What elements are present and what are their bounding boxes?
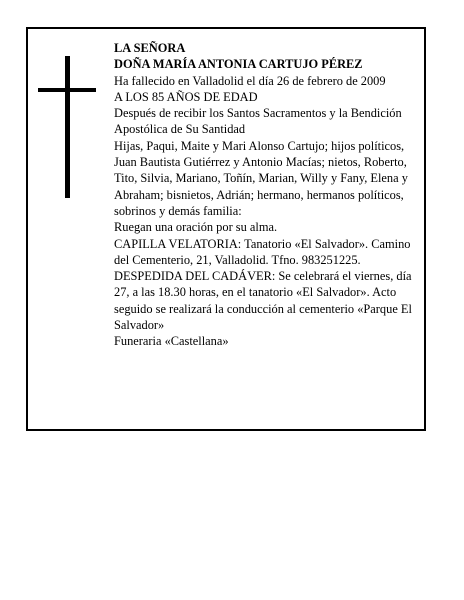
deceased-name: DOÑA MARÍA ANTONIA CARTUJO PÉREZ — [114, 57, 363, 72]
age-line: A LOS 85 AÑOS DE EDAD — [114, 89, 258, 104]
cross-icon — [38, 56, 96, 198]
chapel-info: CAPILLA VELATORIA: Tanatorio «El Salvador». Camino del Cementerio, 21, Valladolid. Tfno. 983251225. — [114, 236, 411, 267]
death-info: Ha fallecido en Valladolid el día 26 de febrero de 2009 — [114, 73, 386, 88]
farewell-info: DESPEDIDA DEL CADÁVER: Se celebrará el viernes, día 27, a las 18.30 horas, en el tanatorio «El Salvador». Acto seguido se realizará la conducción al cementerio «Parque El Salvador» — [114, 269, 412, 333]
obituary-notice — [26, 27, 426, 431]
prayer-request: Ruegan una oración por su alma. — [114, 220, 278, 235]
sacraments-text: Después de recibir los Santos Sacramentos y la Bendición Apostólica de Su Santidad — [114, 106, 402, 137]
notice-body — [114, 40, 422, 350]
funeral-home: Funeraria «Castellana» — [114, 334, 229, 349]
family-list: Hijas, Paqui, Maite y Mari Alonso Cartujo; hijos políticos, Juan Bautista Gutiérrez y Antonio Macías; nietos, Roberto, Tito, Silvia, Mariano, Toñín, Marian, Willy y Fany, Elena y Abraham; bisnietos, Adrián; hermano, hermanos políticos, sobrinos y demás familia: — [114, 138, 408, 218]
cross-horizontal-bar — [38, 88, 96, 92]
notice-title: LA SEÑORA — [114, 41, 186, 55]
cross-vertical-bar — [65, 56, 70, 198]
